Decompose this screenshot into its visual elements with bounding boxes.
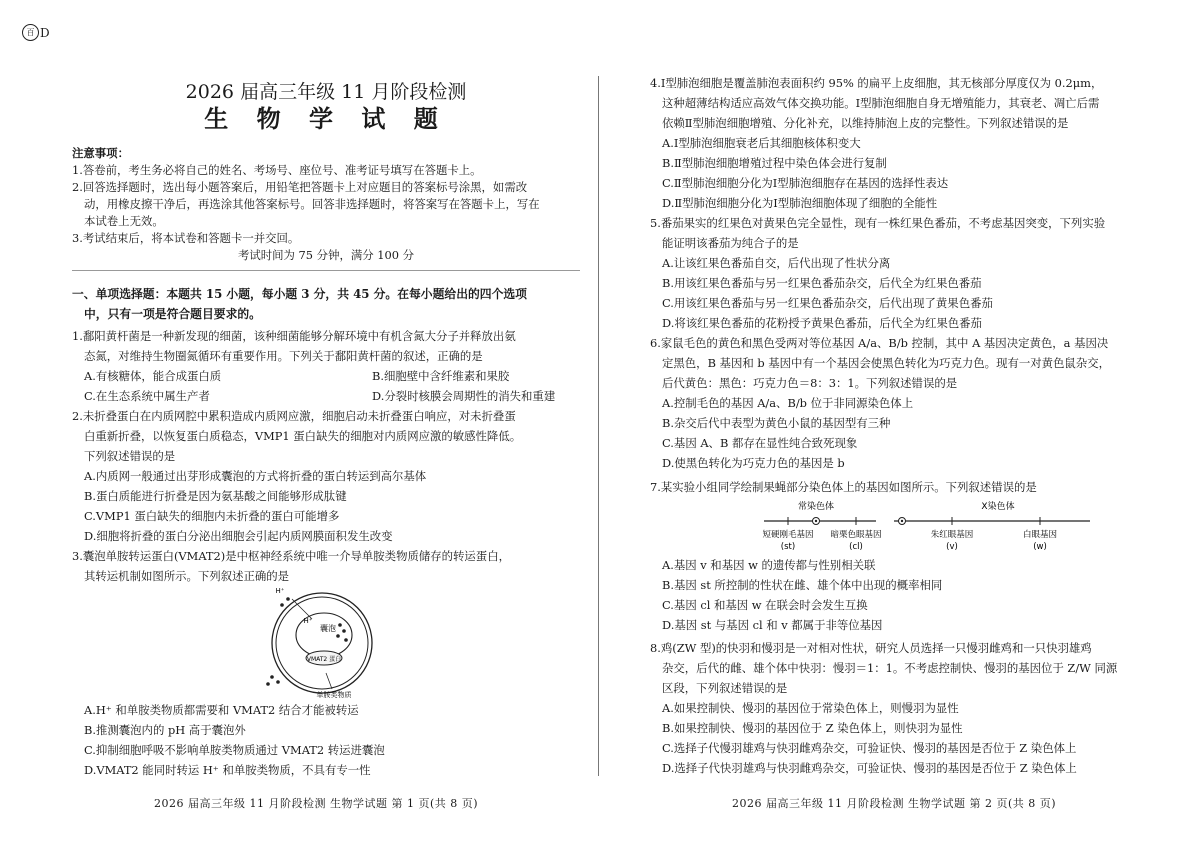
monoamine-dots-icon <box>266 597 348 686</box>
question-1-stem: 1.鄱阳黄杆菌是一种新发现的细菌，该种细菌能够分解环境中有机含氮大分子并释放出氨 <box>72 329 516 343</box>
vesicle-label: 囊泡 <box>320 624 336 633</box>
question-5-option: D.将该红果色番茄的花粉授予黄果色番茄，后代全为红果色番茄 <box>662 316 982 330</box>
question-5-option: A.让该红果色番茄自交，后代出现了性状分离 <box>662 256 891 270</box>
question-8-stem: 8.鸡(ZW 型)的快羽和慢羽是一对相对性状，研究人员选择一只慢羽雌鸡和一只快羽雄鸡 <box>650 641 1092 655</box>
gene-w-symbol: (w) <box>1033 542 1047 552</box>
question-6-stem: 定黑色，B 基因和 b 基因中有一个基因会使黑色转化为巧克力色。现有一对黄色鼠杂交， <box>662 356 1110 370</box>
question-3-option: B.推测囊泡内的 pH 高于囊泡外 <box>84 723 246 737</box>
section-heading: 一、单项选择题：本题共 15 小题，每小题 3 分，共 45 分。在每小题给出的四个选项 <box>72 287 527 301</box>
page-footer-2: 2026 届高三年级 11 月阶段检测 生物学试题 第 2 页(共 8 页) <box>732 797 1057 810</box>
question-1-option-b: B.细胞壁中含纤维素和果胶 <box>372 369 510 383</box>
question-3-option: C.抑制细胞呼吸不影响单胺类物质通过 VMAT2 转运进囊泡 <box>84 743 385 757</box>
column-divider <box>598 76 599 776</box>
notice-header: 注意事项： <box>72 146 129 160</box>
question-8-option: D.选择子代快羽雄鸡与快羽雌鸡杂交，可验证快、慢羽的基因是否位于 Z 染色体上 <box>662 761 1077 775</box>
exam-title: 2026 届高三年级 11 月阶段检测 <box>185 81 467 103</box>
question-5-stem: 5.番茄果实的红果色对黄果色完全显性，现有一株红果色番茄，不考虑基因突变，下列实验 <box>650 216 1106 230</box>
gene-w-name: 白眼基因 <box>1022 530 1058 540</box>
question-8-stem: 区段，下列叙述错误的是 <box>662 681 788 695</box>
question-3-stem: 3.囊泡单胺转运蛋白(VMAT2)是中枢神经系统中唯一介导单胺类物质储存的转运蛋白， <box>72 549 510 563</box>
question-5-option: B.用该红果色番茄与另一红果色番茄杂交，后代全为红果色番茄 <box>662 276 982 290</box>
page-footer-1: 2026 届高三年级 11 月阶段检测 生物学试题 第 1 页(共 8 页) <box>154 797 479 810</box>
question-4-option: C.Ⅱ型肺泡细胞分化为Ⅰ型肺泡细胞存在基因的选择性表达 <box>662 176 949 190</box>
question-5-stem: 能证明该番茄为纯合子的是 <box>662 236 799 250</box>
corner-letter: D <box>40 26 50 40</box>
vmat2-figure <box>252 585 412 700</box>
notice-line: 2.回答选择题时，选出每小题答案后，用铅笔把答题卡上对应题目的答案标号涂黑，如需改 <box>72 180 528 194</box>
section-heading: 中，只有一项是符合题目要求的。 <box>84 307 261 321</box>
notice-line: 本试卷上无效。 <box>84 214 164 228</box>
notice-line: 3.考试结束后，将本试卷和答题卡一并交回。 <box>72 231 300 245</box>
gene-cl-name: 暗栗色眼基因 <box>830 530 882 540</box>
h-ion-inside-label: H⁺ <box>303 617 313 625</box>
monoamine-label: 单胺类物质 <box>316 691 352 699</box>
cell-membrane-inner <box>276 597 368 689</box>
question-4-stem: 依赖Ⅱ型肺泡细胞增殖、分化补充，以维持肺泡上皮的完整性。下列叙述错误的是 <box>662 116 1069 130</box>
question-6-option: B.杂交后代中表型为黄色小鼠的基因型有三种 <box>662 416 891 430</box>
question-6-option: D.使黑色转化为巧克力色的基因是 b <box>662 456 845 470</box>
x-chromosome-label: X染色体 <box>981 502 1015 512</box>
question-7-option: C.基因 cl 和基因 w 在联会时会发生互换 <box>662 598 868 612</box>
exam-subject: 生 物 学 试 题 <box>204 104 448 133</box>
question-6-option: C.基因 A、B 都存在显性纯合致死现象 <box>662 436 858 450</box>
question-8-option: A.如果控制快、慢羽的基因位于常染色体上，则慢羽为显性 <box>662 701 959 715</box>
corner-seal-icon: 百 <box>22 24 39 41</box>
question-2-stem: 白重新折叠，以恢复蛋白质稳态，VMP1 蛋白缺失的细胞对内质网应激的敏感性降低。 <box>84 429 522 443</box>
question-3-option: A.H⁺ 和单胺类物质都需要和 VMAT2 结合才能被转运 <box>84 703 359 717</box>
question-6-stem: 后代黄色：黑色：巧克力色＝8：3：1。下列叙述错误的是 <box>662 376 958 390</box>
gene-st-symbol: (st) <box>780 542 796 552</box>
question-8-option: B.如果控制快、慢羽的基因位于 Z 染色体上，则快羽为显性 <box>662 721 963 735</box>
exam-time-note: 考试时间为 75 分钟，满分 100 分 <box>237 248 415 262</box>
question-1-option-d: D.分裂时核膜会周期性的消失和重建 <box>372 389 556 403</box>
question-6-option: A.控制毛色的基因 A/a、B/b 位于非同源染色体上 <box>662 396 914 410</box>
question-4-option: D.Ⅱ型肺泡细胞分化为Ⅰ型肺泡细胞体现了细胞的全能性 <box>662 196 938 210</box>
gene-st-name: 短硬刚毛基因 <box>762 530 814 540</box>
question-8-option: C.选择子代慢羽雄鸡与快羽雌鸡杂交，可验证快、慢羽的基因是否位于 Z 染色体上 <box>662 741 1077 755</box>
question-2-option: B.蛋白质能进行折叠是因为氨基酸之间能够形成肽键 <box>84 489 347 503</box>
transporter-label: VMAT2 蛋白 <box>306 656 342 663</box>
question-4-stem: 这种超薄结构适应高效气体交换功能。Ⅰ型肺泡细胞自身无增殖能力，其衰老、凋亡后需 <box>662 96 1100 110</box>
gene-v-name: 朱红眼基因 <box>930 530 974 540</box>
question-5-option: C.用该红果色番茄与另一红果色番茄杂交，后代出现了黄果色番茄 <box>662 296 993 310</box>
question-8-stem: 杂交，后代的雌、雄个体中快羽：慢羽＝1：1。不考虑控制快、慢羽的基因位于 Z/W 同源 <box>662 661 1118 675</box>
question-3-option: D.VMAT2 能同时转运 H⁺ 和单胺类物质，不具有专一性 <box>84 763 371 777</box>
notice-line: 动，用橡皮擦干净后，再选涂其他答案标号。回答非选择题时，将答案写在答题卡上，写在 <box>84 197 540 211</box>
question-2-stem: 2.未折叠蛋白在内质网腔中累积造成内质网应激，细胞启动未折叠蛋白响应，对未折叠蛋 <box>72 409 516 423</box>
notice-line: 1.答卷前，考生务必将自己的姓名、考场号、座位号、准考证号填写在答题卡上。 <box>72 163 482 177</box>
question-4-stem: 4.Ⅰ型肺泡细胞是覆盖肺泡表面积约 95% 的扁平上皮细胞，其无核部分厚度仅为 0.2μm， <box>650 76 1103 90</box>
question-4-option: B.Ⅱ型肺泡细胞增殖过程中染色体会进行复制 <box>662 156 887 170</box>
notice-separator <box>72 270 580 271</box>
chromosome-figure <box>760 497 1100 553</box>
gene-v-symbol: (v) <box>946 542 958 552</box>
question-2-stem: 下列叙述错误的是 <box>84 449 176 463</box>
question-2-option: D.细胞将折叠的蛋白分泌出细胞会引起内质网膜面积发生改变 <box>84 529 393 543</box>
gene-cl-symbol: (cl) <box>849 542 863 552</box>
question-6-stem: 6.家鼠毛色的黄色和黑色受两对等位基因 A/a、B/b 控制，其中 A 基因决定黄色，a 基因决 <box>650 336 1109 350</box>
question-7-option: D.基因 st 与基因 cl 和 v 都属于非等位基因 <box>662 618 883 632</box>
h-ion-outside-label: H⁺ <box>275 587 285 595</box>
question-1-option-a: A.有核糖体，能合成蛋白质 <box>84 369 222 383</box>
question-7-option: B.基因 st 所控制的性状在雌、雄个体中出现的概率相同 <box>662 578 943 592</box>
question-7-option: A.基因 v 和基因 w 的遗传都与性别相关联 <box>662 558 876 572</box>
question-1-stem: 态氮，对维持生物圈氮循环有重要作用。下列关于鄱阳黄杆菌的叙述，正确的是 <box>84 349 483 363</box>
question-2-option: A.内质网一般通过出芽形成囊泡的方式将折叠的蛋白转运到高尔基体 <box>84 469 427 483</box>
cell-membrane <box>272 593 372 693</box>
question-1-option-c: C.在生态系统中属生产者 <box>84 389 210 403</box>
autosome-label: 常染色体 <box>797 502 835 512</box>
question-7-stem: 7.某实验小组同学绘制果蝇部分染色体上的基因如图所示。下列叙述错误的是 <box>650 480 1037 494</box>
question-2-option: C.VMP1 蛋白缺失的细胞内未折叠的蛋白可能增多 <box>84 509 340 523</box>
question-3-stem: 其转运机制如图所示。下列叙述正确的是 <box>84 569 290 583</box>
question-4-option: A.Ⅰ型肺泡细胞衰老后其细胞核体积变大 <box>662 136 861 150</box>
substance-arrow-icon <box>326 673 332 689</box>
